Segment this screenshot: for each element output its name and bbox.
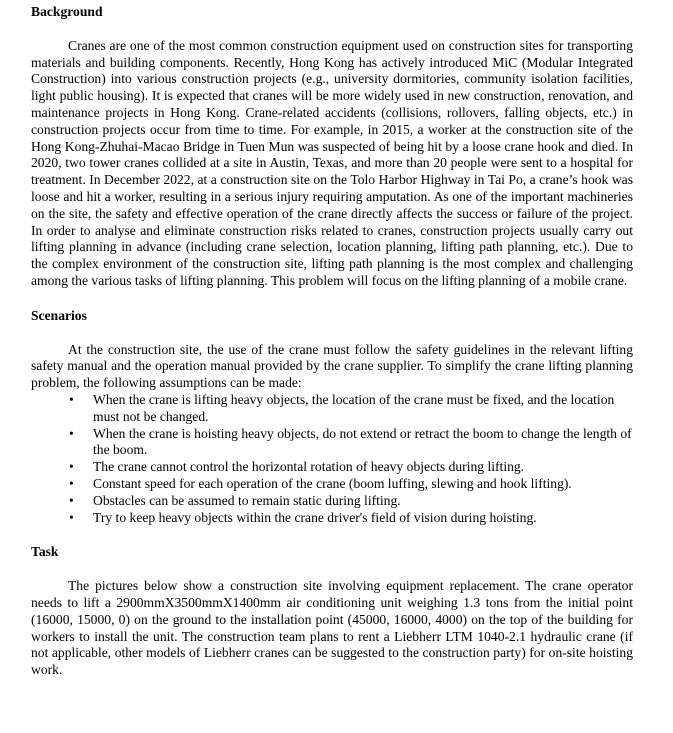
list-item xyxy=(69,425,633,460)
list-item-text: When the crane is lifting heavy objects, the location of the crane must be fixed, and the location must not be changed. xyxy=(93,391,615,424)
background-heading: Background xyxy=(31,4,103,19)
bullet-icon: • xyxy=(69,459,74,475)
task-heading: Task xyxy=(31,544,59,560)
scenarios-heading: Scenarios xyxy=(31,307,87,323)
bullet-icon: • xyxy=(69,509,74,525)
scenarios-section xyxy=(31,308,633,527)
bullet-icon: • xyxy=(69,492,74,508)
list-item xyxy=(69,509,633,527)
list-item-text: Constant speed for each operation of the crane (boom luffing, slewing and hook lifting). xyxy=(93,475,572,491)
list-item xyxy=(69,492,633,510)
bullet-icon: • xyxy=(69,475,74,491)
list-item xyxy=(69,459,633,476)
bullet-icon: • xyxy=(69,391,74,407)
list-item-text: Try to keep heavy objects within the crane driver's field of vision during hoisting. xyxy=(93,509,537,525)
list-item xyxy=(69,475,633,493)
task-section xyxy=(31,544,633,679)
task-paragraph: The pictures below show a construction site involving equipment replacement. The crane operator needs to lift a 2900mmX3500mmX1400mm air conditioning unit weighing 1.3 tons from the initial point (16000, 15000, 0) on the ground to the installation point (45000, 16000, 4000) on the top of the building for workers to install the unit. The construction team plans to rent a Liebherr LTM 1040-2.1 hydraulic crane (if not applicable, other models of Liebherr cranes can be suggested to the construction party) for on-site hoisting work. xyxy=(31,578,633,678)
list-item-text: Obstacles can be assumed to remain static during lifting. xyxy=(93,492,401,508)
background-section xyxy=(31,4,633,290)
bullet-icon: • xyxy=(69,425,74,441)
list-item-text: When the crane is hoisting heavy objects, do not extend or retract the boom to change the length of the boom. xyxy=(93,425,632,458)
scenarios-paragraph: At the construction site, the use of the crane must follow the safety guidelines in the relevant lifting safety manual and the operation manual provided by the crane supplier. To simplify the crane lifting planning problem, the following assumptions can be made: xyxy=(31,341,633,391)
list-item xyxy=(69,391,633,426)
list-item-text: The crane cannot control the horizontal rotation of heavy objects during lifting. xyxy=(93,459,525,475)
background-paragraph: Cranes are one of the most common construction equipment used on construction sites for transporting materials and building components. Recently, Hong Kong has actively introduced MiC (Modular Integrated Construction) into various construction projects (e.g., university dormitories, community isolation facilities, light public housing). It is expected that cranes will be more widely used in new construction, renovation, and maintenance projects in Hong Kong. Crane-related accidents (collisions, rollovers, falling objects, etc.) in construction projects occur from time to time. For example, in 2015, a worker at the construction site of the Hong Kong-Zhuhai-Macao Bridge in Tuen Mun was suspected of being hit by a loose crane hook and died. In 2020, two tower cranes collided at a site in Austin, Texas, and more than 20 people were sent to a hospital for treatment. In December 2022, at a construction site on the Tolo Harbor Highway in Tai Po, a crane’s hook was loose and hit a worker, resulting in a serious injury requiring amputation. As one of the important machineries on the site, the safety and effective operation of the crane directly affects the success or failure of the project. In order to analyse and eliminate construction risks related to cranes, construction projects usually carry out lifting planning in advance (including crane selection, location planning, lifting path planning, etc.). Due to the complex environment of the construction site, lifting path planning is the most complex and challenging among the various tasks of lifting planning. This problem will focus on the lifting planning of a mobile crane. xyxy=(31,37,633,288)
assumptions-list xyxy=(31,392,633,526)
